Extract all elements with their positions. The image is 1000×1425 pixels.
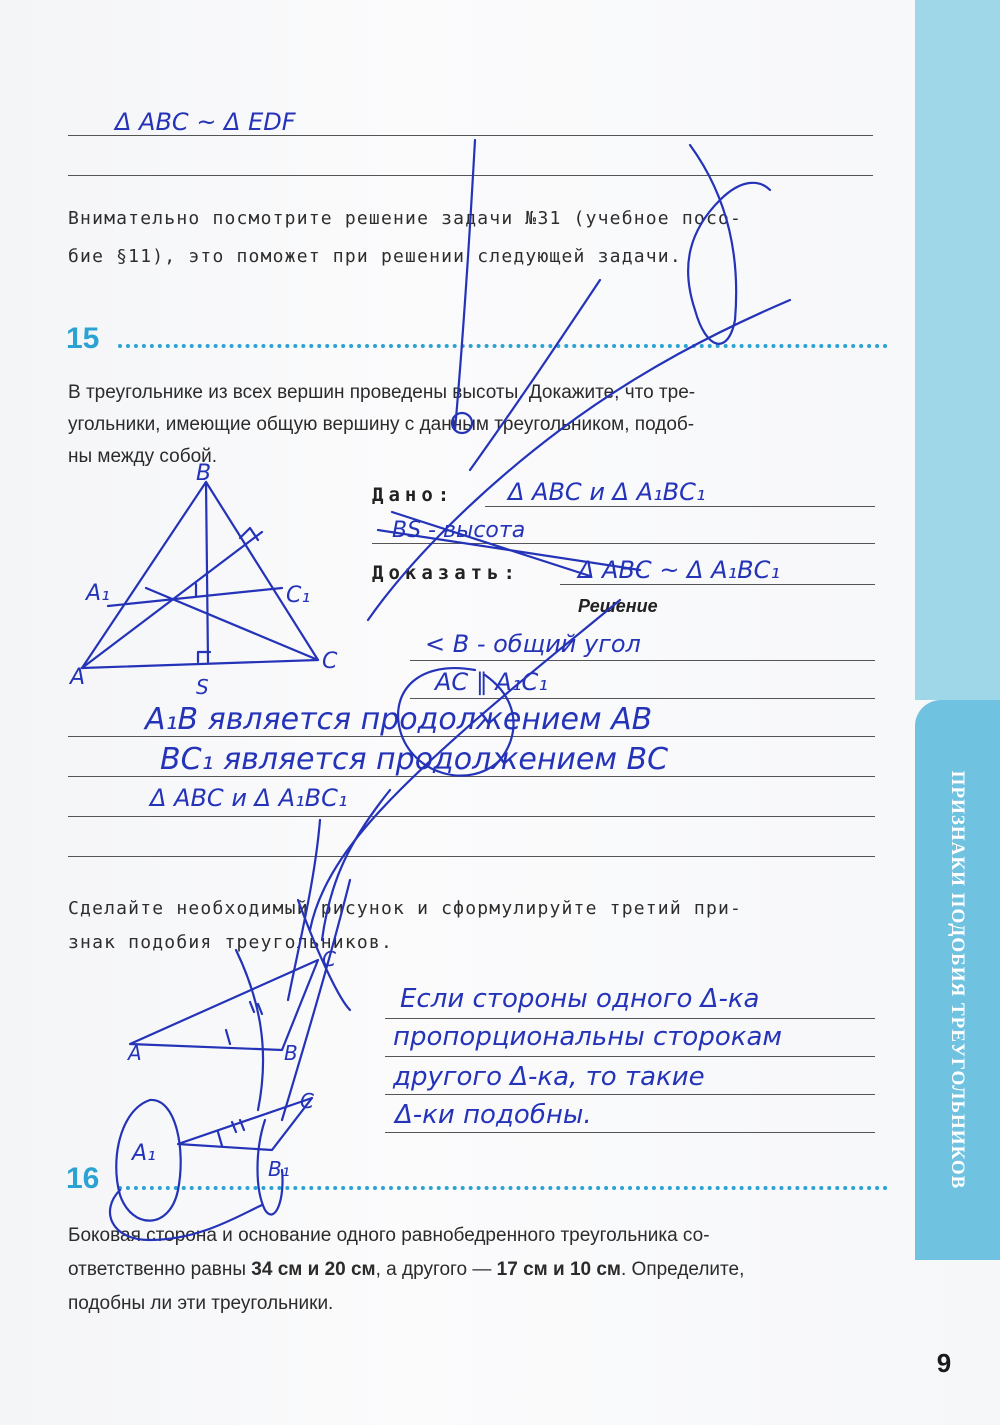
task-16-text-1: Боковая сторона и основание одного равнобедренного треугольника со- xyxy=(68,1225,710,1246)
third-sign-answer-2: пропорциональны сторокам xyxy=(393,1022,782,1052)
altitude-lines xyxy=(82,532,318,668)
triangle-abc-small xyxy=(130,960,318,1050)
tick-marks xyxy=(218,1002,262,1146)
task-16-number: 16 xyxy=(66,1162,100,1195)
prove-handwriting: Δ ABC ~ Δ A₁BC₁ xyxy=(578,556,780,584)
prove-label: Доказать: xyxy=(372,562,520,584)
note-line-1: Внимательно посмотрите решение задачи №31 (учебное посо- xyxy=(68,208,743,229)
solution-line-1: < B - общий угол xyxy=(425,630,641,658)
third-sign-answer-4: Δ-ки подобны. xyxy=(395,1100,592,1130)
top-answer-handwriting: Δ ABC ~ Δ EDF xyxy=(115,108,296,136)
task-15-number: 15 xyxy=(66,322,100,355)
label-b-small: B xyxy=(284,1041,298,1065)
given-label: Дано: xyxy=(372,484,455,506)
big-loop xyxy=(398,668,513,776)
label-s: S xyxy=(196,675,209,699)
third-sign-line-1: Сделайте необходимый рисунок и сформулируйте третий при- xyxy=(68,898,743,919)
solution-label: Решение xyxy=(578,596,658,616)
given-2-handwriting: BS - высота xyxy=(392,518,526,543)
solution-line-3: A₁B является продолжением AB xyxy=(145,702,653,737)
given-1-handwriting: Δ ABC и Δ A₁BC₁ xyxy=(508,478,706,506)
task-16-text-2c: , а другого — xyxy=(375,1259,497,1280)
label-a1-small: A₁ xyxy=(132,1141,156,1166)
note-line-2: бие §11), это поможет при решении следующей задачи. xyxy=(68,246,682,267)
label-c: C xyxy=(322,649,338,674)
label-c1: C₁ xyxy=(286,583,311,608)
label-a1: A₁ xyxy=(86,581,110,606)
side-tab-title: ПРИЗНАКИ ПОДОБИЯ ТРЕУГОЛЬНИКОВ xyxy=(947,770,968,1190)
strike-line-2 xyxy=(378,530,640,570)
task-16-values-1: 34 см и 20 см xyxy=(251,1259,376,1280)
third-sign-answer-1: Если стороны одного Δ-ка xyxy=(400,984,760,1014)
label-b: B xyxy=(196,461,212,486)
task-16-text-3: подобны ли эти треугольники. xyxy=(68,1293,334,1314)
big-scribble-5 xyxy=(310,600,620,930)
triangle-a1b1c1 xyxy=(178,1098,312,1150)
big-scribble-9 xyxy=(282,880,350,1120)
third-sign-line-2: знак подобия треугольников. xyxy=(68,932,393,953)
big-scribble-1 xyxy=(455,140,475,430)
task-15-text-1: В треугольнике из всех вершин проведены высоты. Докажите, что тре- xyxy=(68,382,696,403)
third-sign-answer-3: другого Δ-ка, то такие xyxy=(393,1062,705,1092)
task-16-text-2e: . Определите, xyxy=(620,1259,745,1280)
label-a: A xyxy=(70,665,86,690)
solution-line-4: BC₁ является продолжением BC xyxy=(160,742,669,777)
page-number: 9 xyxy=(936,1348,952,1378)
task-15-text-3: ны между собой. xyxy=(68,446,218,467)
big-scribble-4 xyxy=(470,280,600,470)
label-a-small: A xyxy=(128,1041,142,1065)
task-16-values-2: 17 см и 10 см xyxy=(496,1259,621,1280)
strike-line-1 xyxy=(392,512,590,576)
label-b1-small: B₁ xyxy=(268,1157,290,1181)
solution-line-2: AC ∥ A₁C₁ xyxy=(435,668,548,696)
task-16-text-2a: ответственно равны xyxy=(68,1259,252,1280)
label-c1-small: C xyxy=(300,1089,314,1113)
solution-line-5: Δ ABC и Δ A₁BC₁ xyxy=(150,784,348,812)
big-scribble-10 xyxy=(236,950,263,1110)
task-15-text-2: угольники, имеющие общую вершину с данным треугольником, подоб- xyxy=(68,414,695,435)
label-c-small: C xyxy=(322,947,336,971)
